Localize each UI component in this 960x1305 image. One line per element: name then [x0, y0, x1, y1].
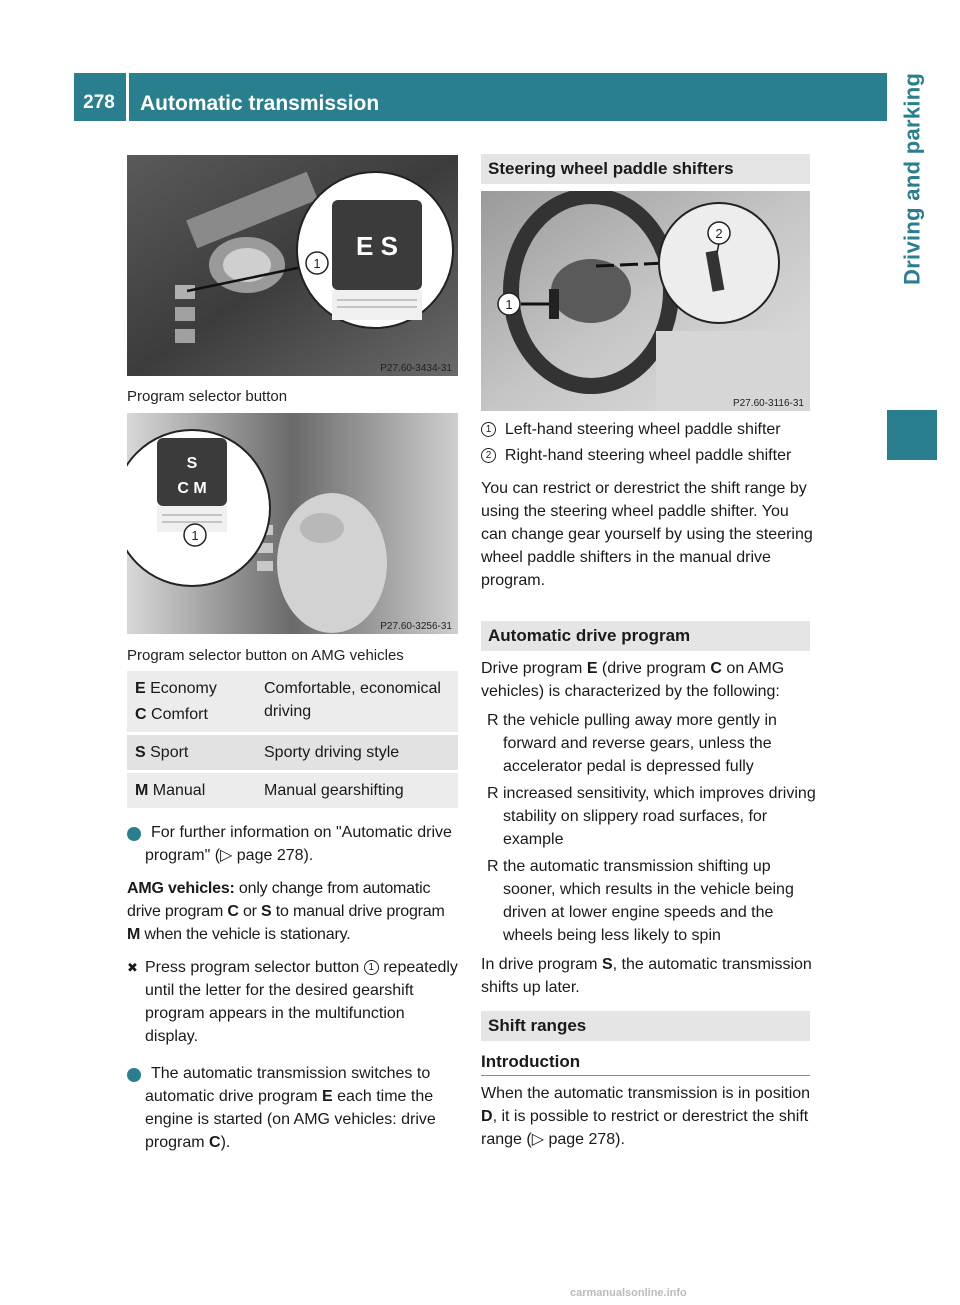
instruction-step: ✖ Press program selector button 1 repeatedly until the letter for the desired gearshift program appears in the multifunction display.	[127, 956, 460, 1048]
auto-intro: Drive program E (drive program C on AMG vehicles) is characterized by the following:	[481, 660, 785, 700]
figure-callout-1: 1	[505, 297, 513, 312]
footer-watermark: carmanualsonline.info	[570, 1287, 687, 1299]
figure-callout-2: 2	[715, 226, 723, 241]
figure-program-selector	[127, 155, 458, 376]
info-note: i For further information on "Automatic drive program" (▷ page 278).	[122, 824, 452, 864]
left-column-text	[122, 821, 460, 1164]
section-tab-label: Driving and parking	[899, 73, 925, 286]
section-tab-marker	[887, 410, 937, 460]
auto-drive-text	[481, 657, 816, 1009]
page-title: Automatic transmission	[140, 92, 380, 115]
subheading-introduction: Introduction	[481, 1052, 581, 1071]
section-heading-paddle-shifters: Steering wheel paddle shifters	[481, 154, 810, 184]
info-icon: i	[127, 1068, 141, 1082]
list-item: R increased sensitivity, which improves driving stability on slippery road surfaces, for example	[487, 785, 816, 848]
figure-paddle-shifters	[481, 191, 810, 411]
table-cell-key: S Sport	[127, 734, 256, 772]
step-arrow-icon: ✖	[127, 960, 138, 975]
selector-button-label-bottom: C M	[177, 480, 207, 497]
figure-callout-1: 1	[191, 528, 199, 543]
intro-text	[481, 1082, 816, 1161]
list-item: R the automatic transmission shifting up sooner, which results in the vehicle being driven at lower engine speeds and the wheels being less likely to spin	[487, 858, 794, 944]
paddle-description: You can restrict or derestrict the shift range by using the steering wheel paddle shifter. You can change gear yourself by using the steering wheel paddle shifters in the manual drive program.	[481, 480, 813, 589]
table-row	[127, 772, 458, 810]
sport-note: In drive program S, the automatic transmission shifts up later.	[481, 956, 812, 996]
legend-item: 1 Left-hand steering wheel paddle shifter	[481, 418, 816, 441]
section-heading-automatic-drive-program: Automatic drive program	[481, 621, 810, 651]
subheading-rule	[481, 1075, 810, 1076]
figure-code: P27.60-3116-31	[733, 398, 804, 409]
table-cell-key: M Manual	[127, 772, 256, 810]
figure-caption: Program selector button	[127, 388, 288, 405]
table-row	[127, 734, 458, 772]
table-cell-desc: Manual gearshifting	[256, 772, 458, 810]
table-cell-desc: Comfortable, economical driving	[256, 671, 458, 734]
figure-caption: Program selector button on AMG vehicles	[127, 647, 404, 664]
figure-callout-1: 1	[313, 256, 321, 271]
selector-button-label: E S	[356, 231, 398, 261]
table-cell-desc: Sporty driving style	[256, 734, 458, 772]
info-note: i The automatic transmission switches to automatic drive program E each time the engine is started (on AMG vehicles: drive program C).	[122, 1065, 436, 1151]
figure-code: P27.60-3434-31	[380, 363, 452, 374]
selector-button-label-top: S	[186, 455, 198, 472]
table-row	[127, 671, 458, 734]
intro-paragraph: When the automatic transmission is in position D, it is possible to restrict or derestrict the shift range (▷ page 278).	[481, 1085, 811, 1148]
drive-program-table	[127, 671, 458, 811]
table-cell-key: E Economy C Comfort	[127, 671, 256, 734]
info-icon: i	[127, 827, 141, 841]
figure-program-selector-amg	[127, 413, 458, 634]
figure-code: P27.60-3256-31	[380, 621, 452, 632]
header-divider	[126, 73, 129, 121]
page-number: 278	[83, 92, 115, 113]
section-heading-shift-ranges: Shift ranges	[481, 1011, 810, 1041]
amg-note: AMG vehicles: only change from automatic drive program C or S to manual drive program M when the vehicle is stationary.	[127, 880, 445, 943]
list-item: R the vehicle pulling away more gently in forward and reverse gears, unless the accelerator pedal is depressed fully	[487, 712, 777, 775]
paddle-legend	[481, 418, 816, 602]
legend-item: 2 Right-hand steering wheel paddle shifter	[481, 444, 816, 467]
